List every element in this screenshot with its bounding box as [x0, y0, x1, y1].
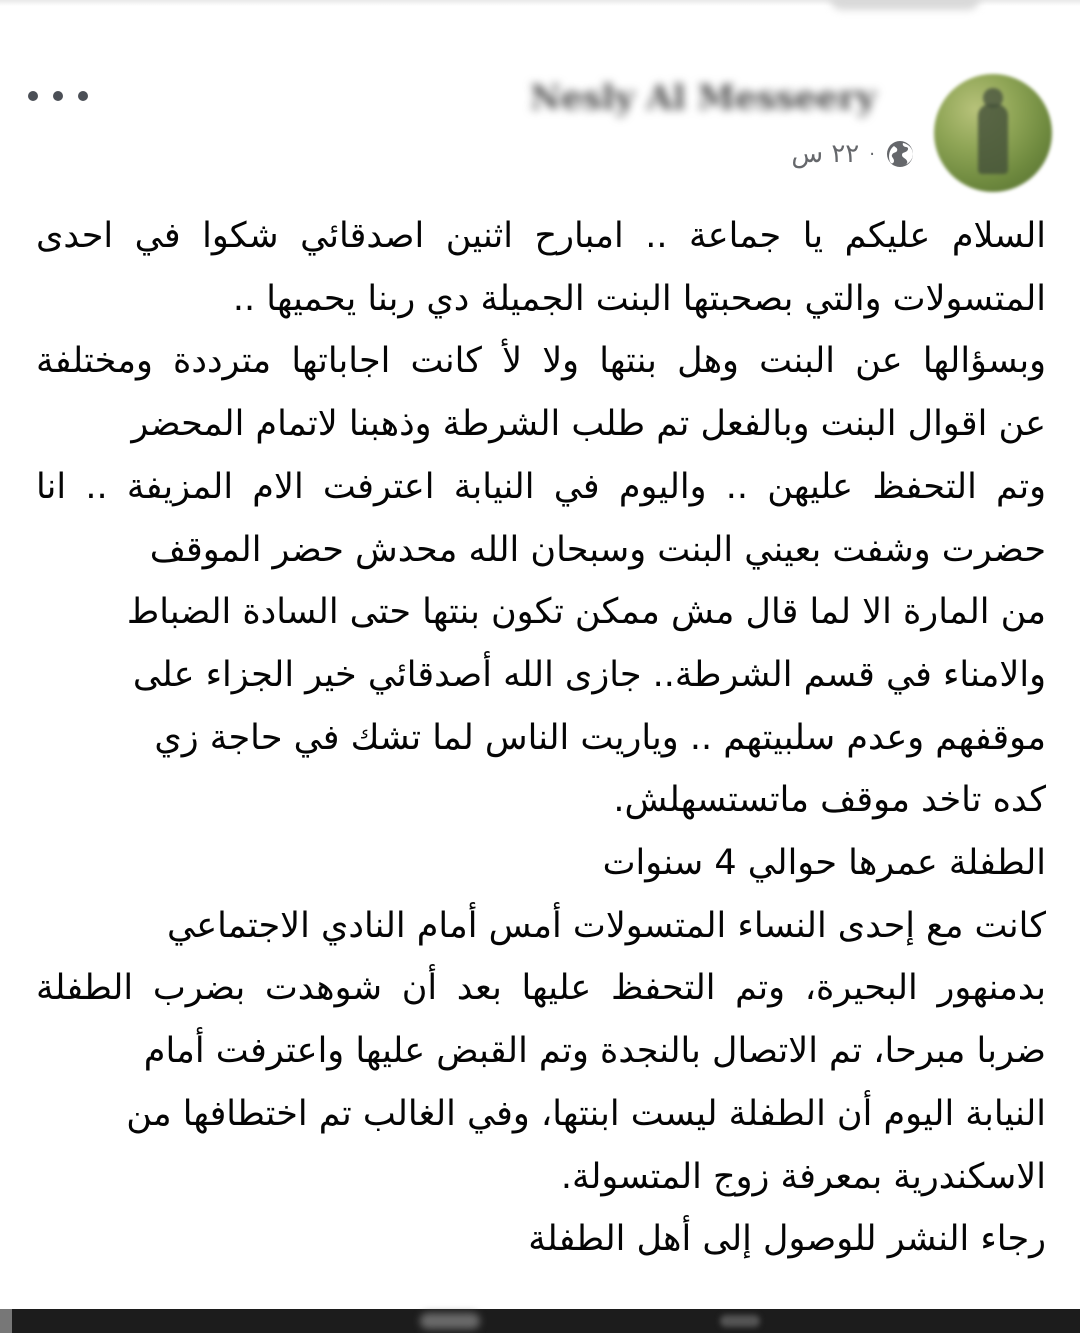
post-text-line: بدمنهور البحيرة، وتم التحفظ عليها بعد أن شوهدت بضرب الطفلة — [36, 968, 1046, 1009]
meta-separator: · — [869, 143, 875, 165]
image-edge — [0, 1309, 12, 1333]
post-timestamp[interactable]: ٢٢ س — [791, 139, 860, 169]
post-text-line: الطفلة عمرها حوالي 4 سنوات — [602, 843, 1046, 884]
post-text-line: وبسؤالها عن البنت وهل بنتها ولا لأ كانت اجاباتها مترددة ومختلفة — [36, 341, 1046, 382]
post-text-line: رجاء النشر للوصول إلى أهل الطفلة — [528, 1219, 1046, 1260]
globe-icon[interactable] — [885, 139, 915, 169]
more-dots-icon — [78, 91, 88, 101]
more-dots-icon — [28, 91, 38, 101]
post-header — [0, 66, 1080, 186]
post-text-line: حضرت وشفت بعيني البنت وسبحان الله محدش حضر الموقف — [149, 529, 1046, 570]
more-options-button[interactable] — [28, 84, 88, 108]
post-text-line: المتسولات والتي بصحبتها البنت الجميلة دي ربنا يحميها .. — [232, 278, 1046, 319]
image-highlight — [720, 1315, 760, 1327]
author-avatar[interactable] — [934, 74, 1052, 192]
post-text-line: السلام عليكم يا جماعة .. امبارح اثنين اصدقائي شكوا في احدى — [36, 216, 1046, 256]
post-text-line: الاسكندرية بمعرفة زوج المتسولة. — [560, 1156, 1046, 1197]
author-name-blurred[interactable]: Nesly Al Messeery — [530, 78, 876, 118]
more-dots-icon — [53, 91, 63, 101]
post-text-line: وتم التحفظ عليهن .. واليوم في النيابة اعترفت الام المزيفة .. انا — [36, 466, 1046, 507]
image-highlight — [420, 1313, 480, 1329]
post-text-line: موقفهم وعدم سلبيتهم .. وياريت الناس لما تشك في حاجة زي — [154, 717, 1046, 758]
post-meta — [791, 136, 915, 172]
post-text-line: كانت مع إحدى النساء المتسولات أمس أمام النادي الاجتماعي — [167, 905, 1046, 946]
post-text-line: كده تاخد موقف ماتستسهلش. — [613, 780, 1046, 821]
post-text-line: من المارة الا لما قال مش ممكن تكون بنتها حتى السادة الضباط — [126, 592, 1046, 633]
attached-image-top-edge[interactable] — [0, 1309, 1080, 1333]
post-text-line: والامناء في قسم الشرطة.. جازى الله أصدقائي خير الجزاء على — [132, 654, 1046, 695]
avatar-figure-body — [978, 104, 1008, 174]
post-text-line: عن اقوال البنت وبالفعل تم طلب الشرطة وذهبنا لاتمام المحضر — [131, 404, 1046, 445]
post-text — [36, 205, 1046, 1271]
post-text-line: النيابة اليوم أن الطفلة ليست ابنتها، وفي الغالب تم اختطافها من — [126, 1093, 1046, 1134]
post-text-line: ضربا مبرحا، تم الاتصال بالنجدة وتم القبض عليها واعترفت أمام — [143, 1031, 1046, 1072]
cropped-previous-content — [830, 0, 980, 10]
